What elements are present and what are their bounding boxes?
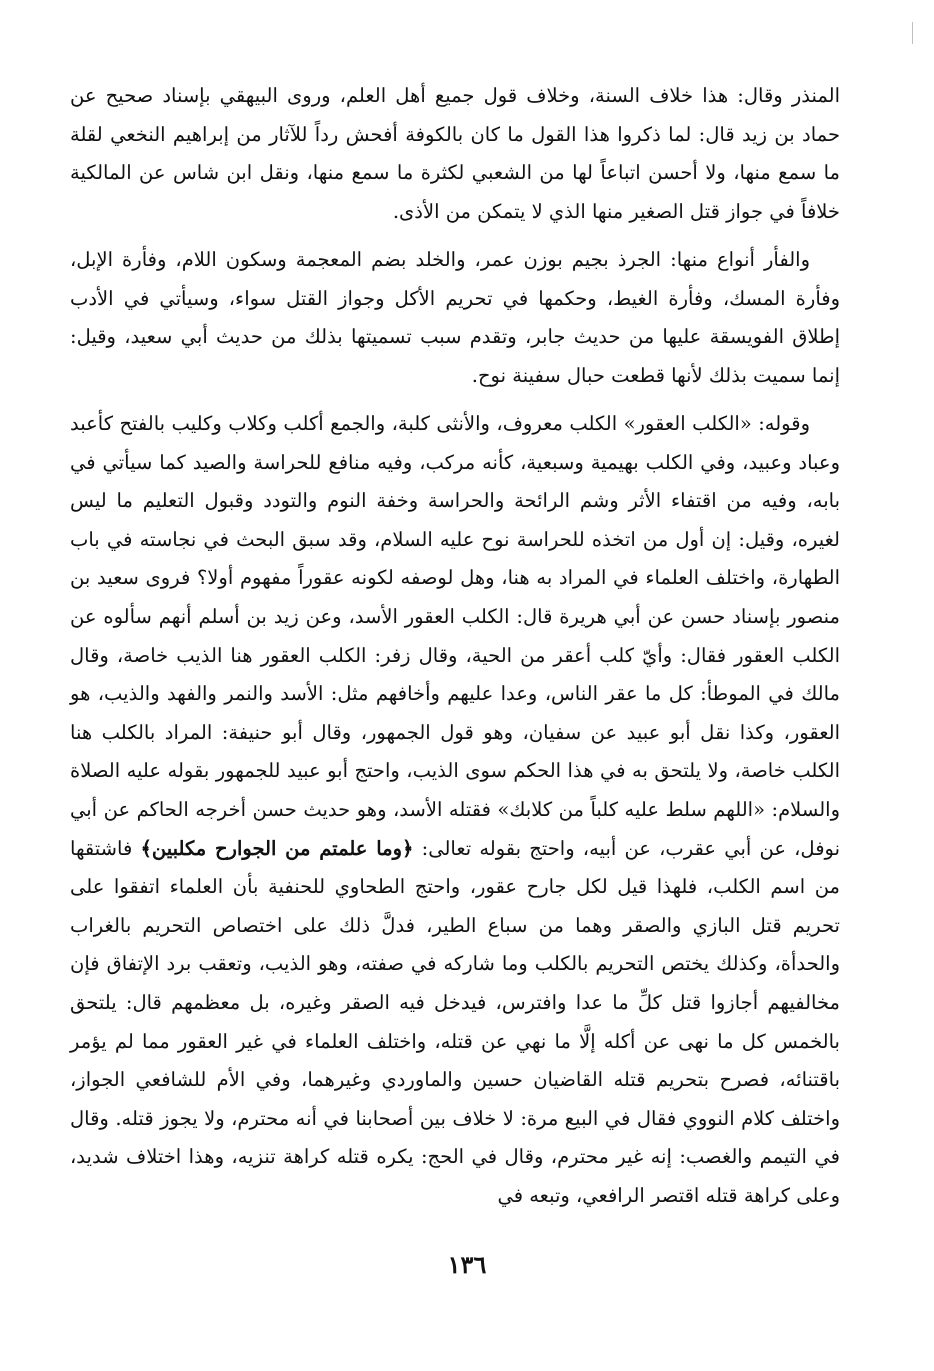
paragraph-3-text: [70, 405, 840, 1215]
page-number: ١٣٦: [447, 1250, 487, 1279]
scan-edge-mark: [912, 22, 913, 44]
quran-verse: ﴿وما علمتم من الجوارح مكلبين﴾: [140, 836, 414, 860]
paragraph-3-text-before: وقوله: «الكلب العقور» الكلب معروف، والأنثى كلبة، والجمع أكلب وكلاب وكليب بالفتح كأعبد وعباد وعبيد، وفي الكلب بهيمية وسبعية، كأنه مركب، وفيه منافع للحراسة والصيد كما سيأتي في بابه، وفيه من اقتفاء الأثر وشم الرائحة والحراسة وخفة النوم والتودد وقبول التعليم ما ليس لغيره، وقيل: إن أول من اتخذه للحراسة نوح عليه السلام، وقد سبق البحث في نجاسته في باب الطهارة، واختلف العلماء في المراد به هنا، وهل لوصفه لكونه عقوراً مفهوم أولا؟ فروى سعيد بن منصور بإسناد حسن عن أبي هريرة قال: الكلب العقور الأسد، وعن زيد بن أسلم أنهم سألوه عن الكلب العقور فقال: وأيّ كلب أعقر من الحية، وقال زفر: الكلب العقور هنا الذيب خاصة، وقال مالك في الموطأ: كل ما عقر الناس، وعدا عليهم وأخافهم مثل: الأسد والنمر والفهد والذيب، هو العقور، وكذا نقل أبو عبيد عن سفيان، وهو قول الجمهور، وقال أبو حنيفة: المراد بالكلب هنا الكلب خاصة، ولا يلتحق به في هذا الحكم سوى الذيب، واحتج أبو عبيد للجمهور بقوله عليه الصلاة والسلام: «اللهم سلط عليه كلباً من كلابك» فقتله الأسد، وهو حديث حسن أخرجه الحاكم عن أبي نوفل، عن أبي عقرب، عن أبيه، واحتج بقوله تعالى:: [70, 412, 841, 860]
paragraph-2: [70, 241, 840, 395]
paragraph-3: [70, 405, 840, 1215]
paragraph-2-text: والفأر أنواع منها: الجرذ بجيم بوزن عمر، والخلد بضم المعجمة وسكون اللام، وفأرة الإبل، وفأرة المسك، وفأرة الغيط، وحكمها في تحريم الأكل وجواز القتل سواء، وسيأتي في الأدب إطلاق الفويسقة عليها من حديث جابر، وتقدم سبب تسميتها بذلك من حديث أبي سعيد، وقيل: إنما سميت بذلك لأنها قطعت حبال سفينة نوح.: [70, 248, 840, 387]
paragraph-1: [70, 77, 840, 231]
paragraph-3-text-after: فاشتقها من اسم الكلب، فلهذا قيل لكل جارح عقور، واحتج الطحاوي للحنفية بأن العلماء اتفقوا على تحريم قتل البازي والصقر وهما من سباع الطير، فدلَّ ذلك على اختصاص التحريم بالغراب والحدأة، وكذلك يختص التحريم بالكلب وما شاركه في صفته، وهو الذيب، وتعقب برد الإتفاق فإن مخالفيهم أجازوا قتل كلِّ ما عدا وافترس، فيدخل فيه الصقر وغيره، بل معظمهم قال: يلتحق بالخمس كل ما نهى عن أكله إلَّا ما نهي عن قتله، واختلف العلماء في غير العقور مما لم يؤمر باقتنائه، فصرح بتحريم قتله القاضيان حسين والماوردي وغيرهما، وفي الأم للشافعي الجواز، واختلف كلام النووي فقال في البيع مرة: لا خلاف بين أصحابنا في أنه محترم، ولا يجوز قتله. وقال في التيمم والغصب: إنه غير محترم، وقال في الحج: يكره قتله كراهة تنزيه، وهذا اختلاف شديد، وعلى كراهة قتله اقتصر الرافعي، وتبعه في: [70, 836, 840, 1207]
paragraph-1-text: المنذر وقال: هذا خلاف السنة، وخلاف قول جميع أهل العلم، وروى البيهقي بإسناد صحيح عن حماد بن زيد قال: لما ذكروا هذا القول ما كان بالكوفة أفحش رداً للآثار من إبراهيم النخعي لقلة ما سمع منها، ولا أحسن اتباعاً لها من الشعبي لكثرة ما سمع منها، ونقل ابن شاس عن المالكية خلافاً في جواز قتل الصغير منها الذي لا يتمكن من الأذى.: [70, 84, 840, 223]
